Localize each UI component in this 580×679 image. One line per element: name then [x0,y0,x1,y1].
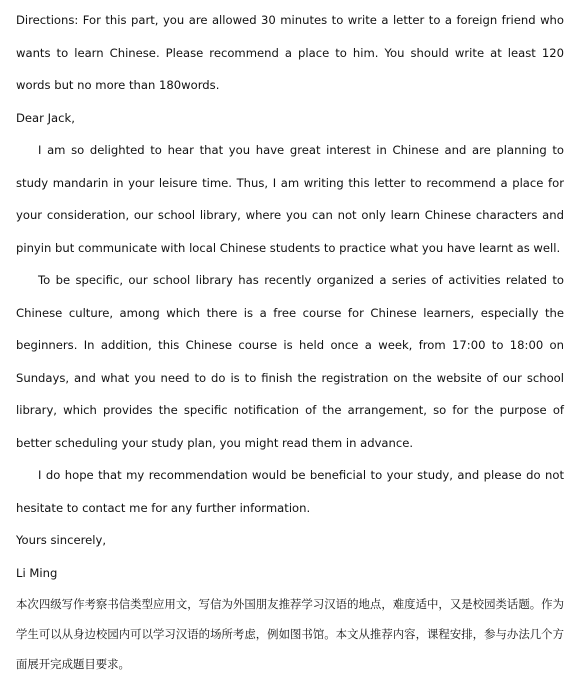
letter-paragraph-2: To be specific, our school library has recently organized a series of activities related to Chinese culture, among which there is a free course for Chinese learners, especially the beginners. In addition, this Chinese course is held once a week, from 17:00 to 18:00 on Sundays, and what you need to do is to finish the registration on the website of our school library, which provides the specific notification of the arrangement, so for the purpose of better scheduling your study plan, you might read them in advance. [16,273,564,450]
letter-paragraph-1: I am so delighted to hear that you have great interest in Chinese and are planning to study mandarin in your leisure time. Thus, I am writing this letter to recommend a place for your consideration, our school library, where you can not only learn Chinese characters and pinyin but communicate with local Chinese students to practice what you have learnt as well. [16,143,564,255]
directions-text: Directions: For this part, you are allowed 30 minutes to write a letter to a foreign friend who wants to learn Chinese. Please recommend a place to him. You should write at least 120 words but no more than 180words. [16,13,564,92]
letter-signature: Li Ming [16,565,58,580]
letter-paragraph-3: I do hope that my recommendation would be beneficial to your study, and please do not hesitate to contact me for any further information. [16,468,564,515]
letter-closing: Yours sincerely, [16,533,107,547]
chinese-commentary: 本次四级写作考察书信类型应用文，写信为外国朋友推荐学习汉语的地点，难度适中，又是校园类话题。作为学生可以从身边校园内可以学习汉语的场所考虑，例如图书馆。本文从推荐内容，课程安排，参与办法几个方面展开完成题目要求。 [16,597,564,671]
letter-salutation: Dear Jack, [16,110,75,125]
